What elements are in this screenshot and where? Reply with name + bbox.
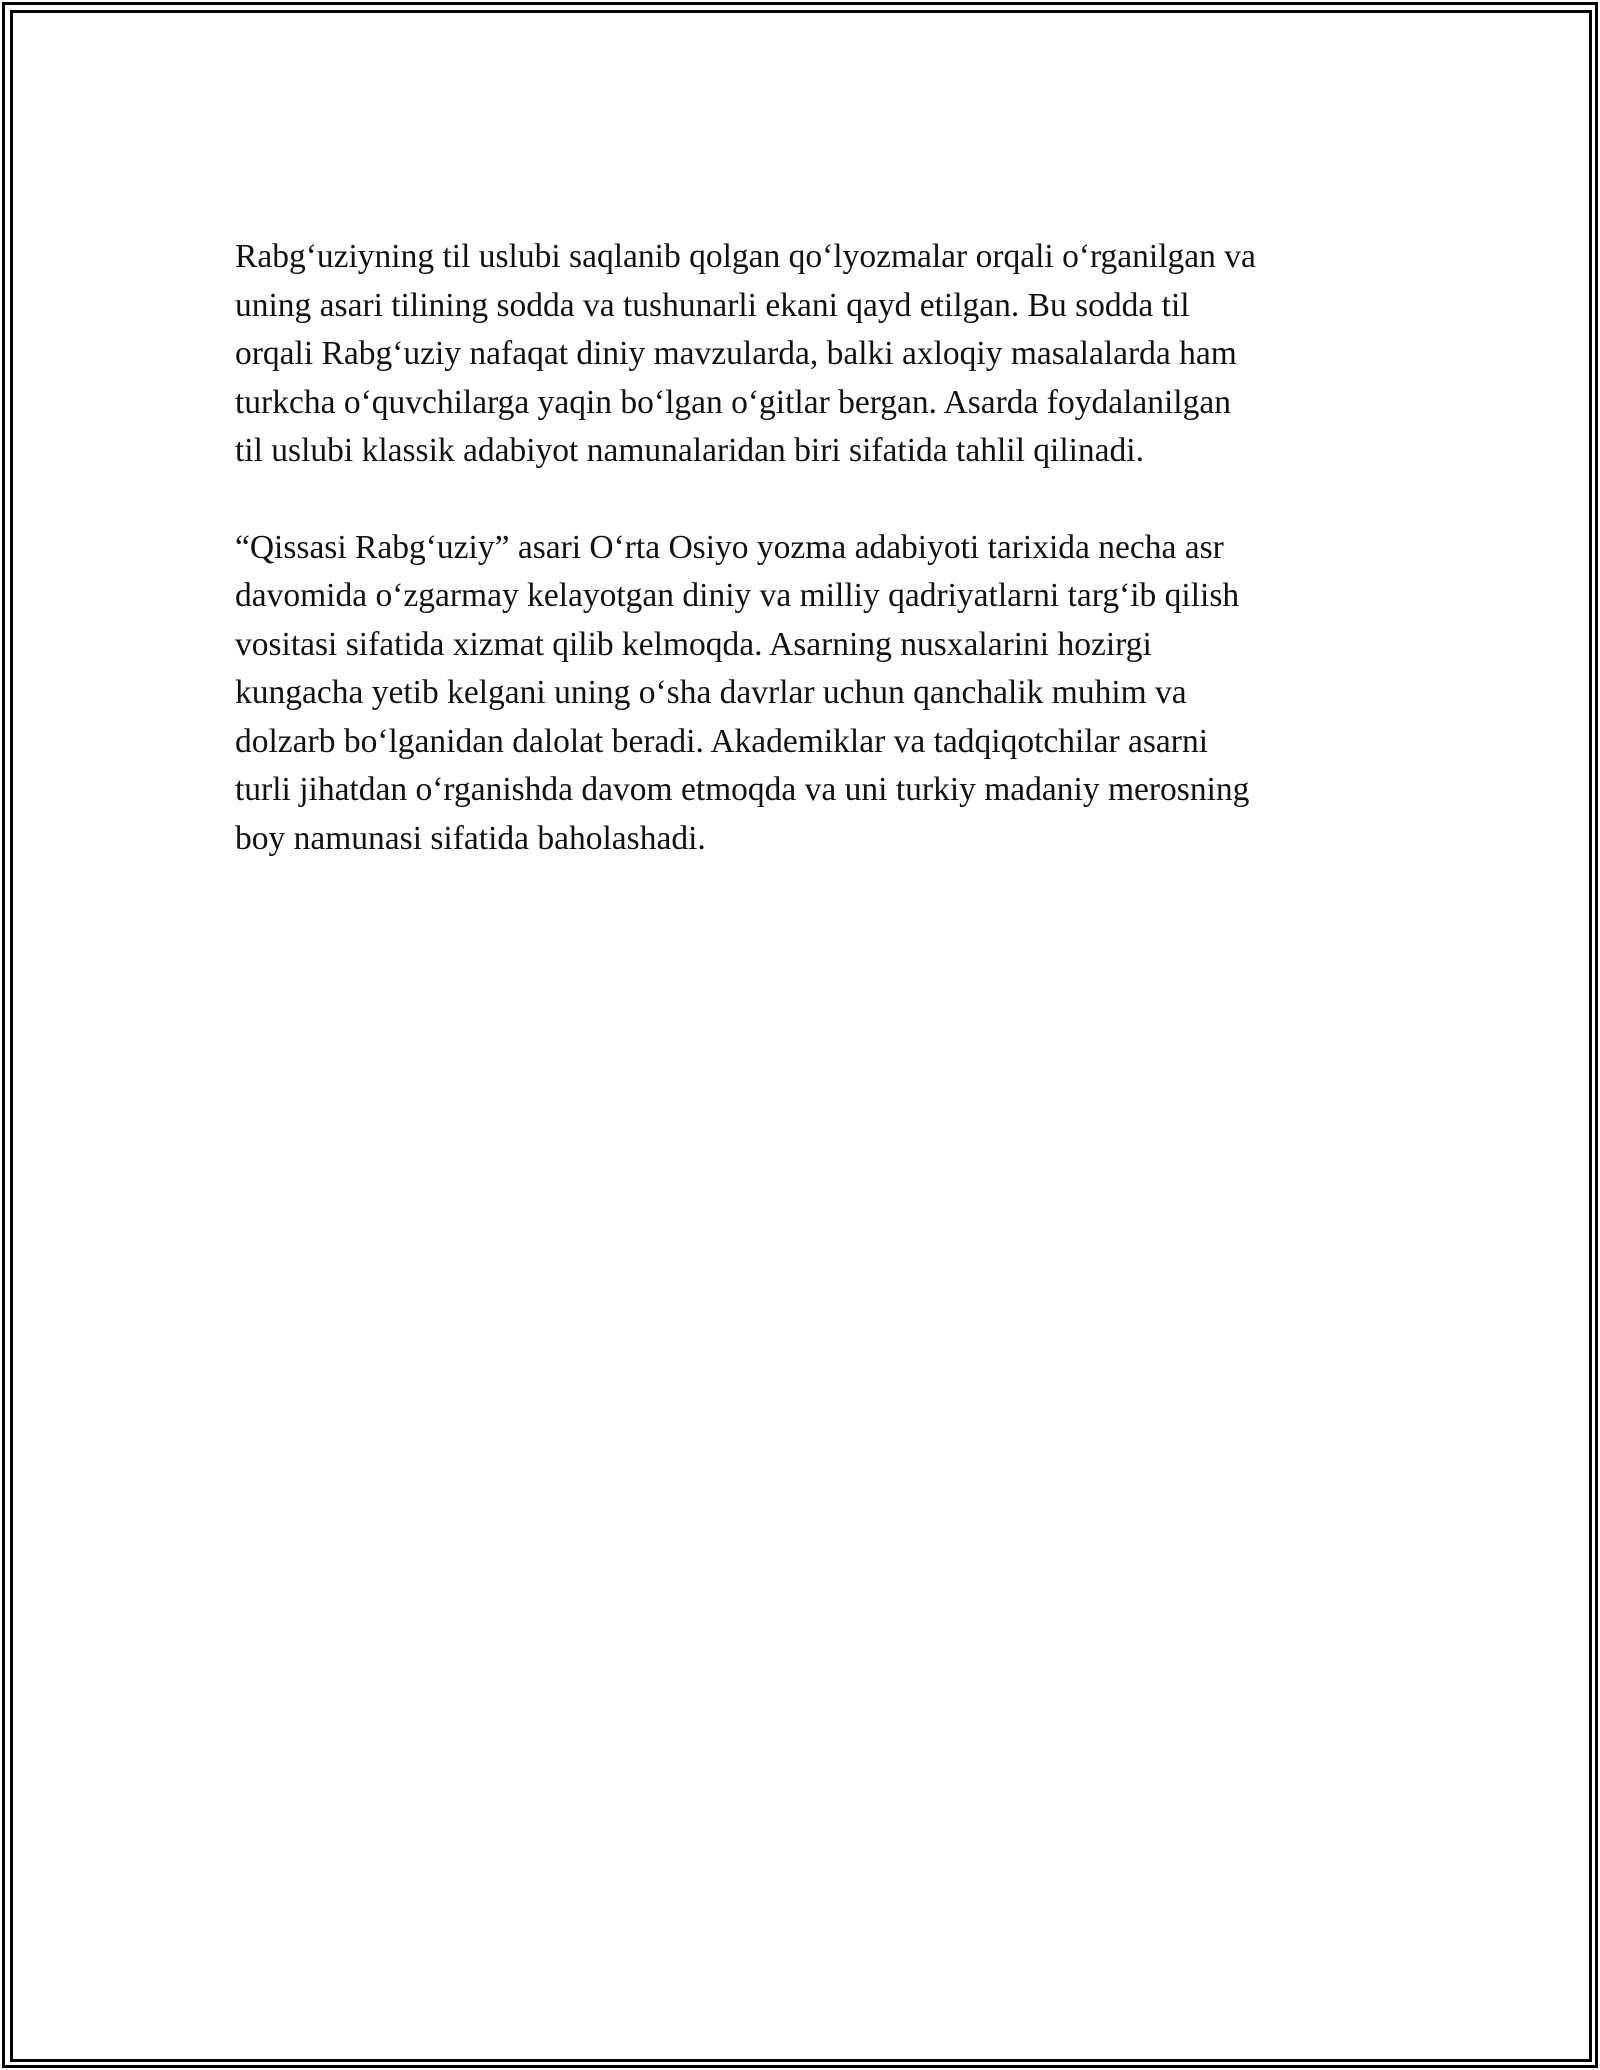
paragraph-1 bbox=[235, 233, 1365, 476]
paragraph-2 bbox=[235, 524, 1365, 864]
paragraph-line: turkcha o‘quvchilarga yaqin bo‘lgan o‘gitlar bergan. Asarda foydalanilgan bbox=[235, 383, 1231, 421]
paragraph-line: orqali Rabg‘uziy nafaqat diniy mavzularda, balki axloqiy masalalarda ham bbox=[235, 335, 1237, 372]
document-body bbox=[235, 233, 1365, 911]
paragraph-line: boy namunasi sifatida baholashadi. bbox=[235, 819, 706, 857]
paragraph-line: vositasi sifatida xizmat qilib kelmoqda. Asarning nusxalarini hozirgi bbox=[235, 625, 1152, 663]
paragraph-line: uning asari tilining sodda va tushunarli ekani qayd etilgan. Bu sodda til bbox=[235, 286, 1190, 324]
paragraph-line: davomida o‘zgarmay kelayotgan diniy va milliy qadriyatlarni targ‘ib qilish bbox=[235, 577, 1240, 614]
paragraph-line: kungacha yetib kelgani uning o‘sha davrlar uchun qanchalik muhim va bbox=[235, 674, 1187, 711]
paragraph-line: dolzarb bo‘lganidan dalolat beradi. Akademiklar va tadqiqotchilar asarni bbox=[235, 722, 1209, 760]
paragraph-line: til uslubi klassik adabiyot namunalaridan biri sifatida tahlil qilinadi. bbox=[235, 432, 1144, 469]
paragraph-line: “Qissasi Rabg‘uziy” asari O‘rta Osiyo yozma adabiyoti tarixida necha asr bbox=[235, 528, 1224, 566]
paragraph-line: Rabg‘uziyning til uslubi saqlanib qolgan qo‘lyozmalar orqali o‘rganilgan va bbox=[235, 238, 1256, 275]
paragraph-line: turli jihatdan o‘rganishda davom etmoqda va uni turkiy madaniy merosning bbox=[235, 771, 1250, 808]
